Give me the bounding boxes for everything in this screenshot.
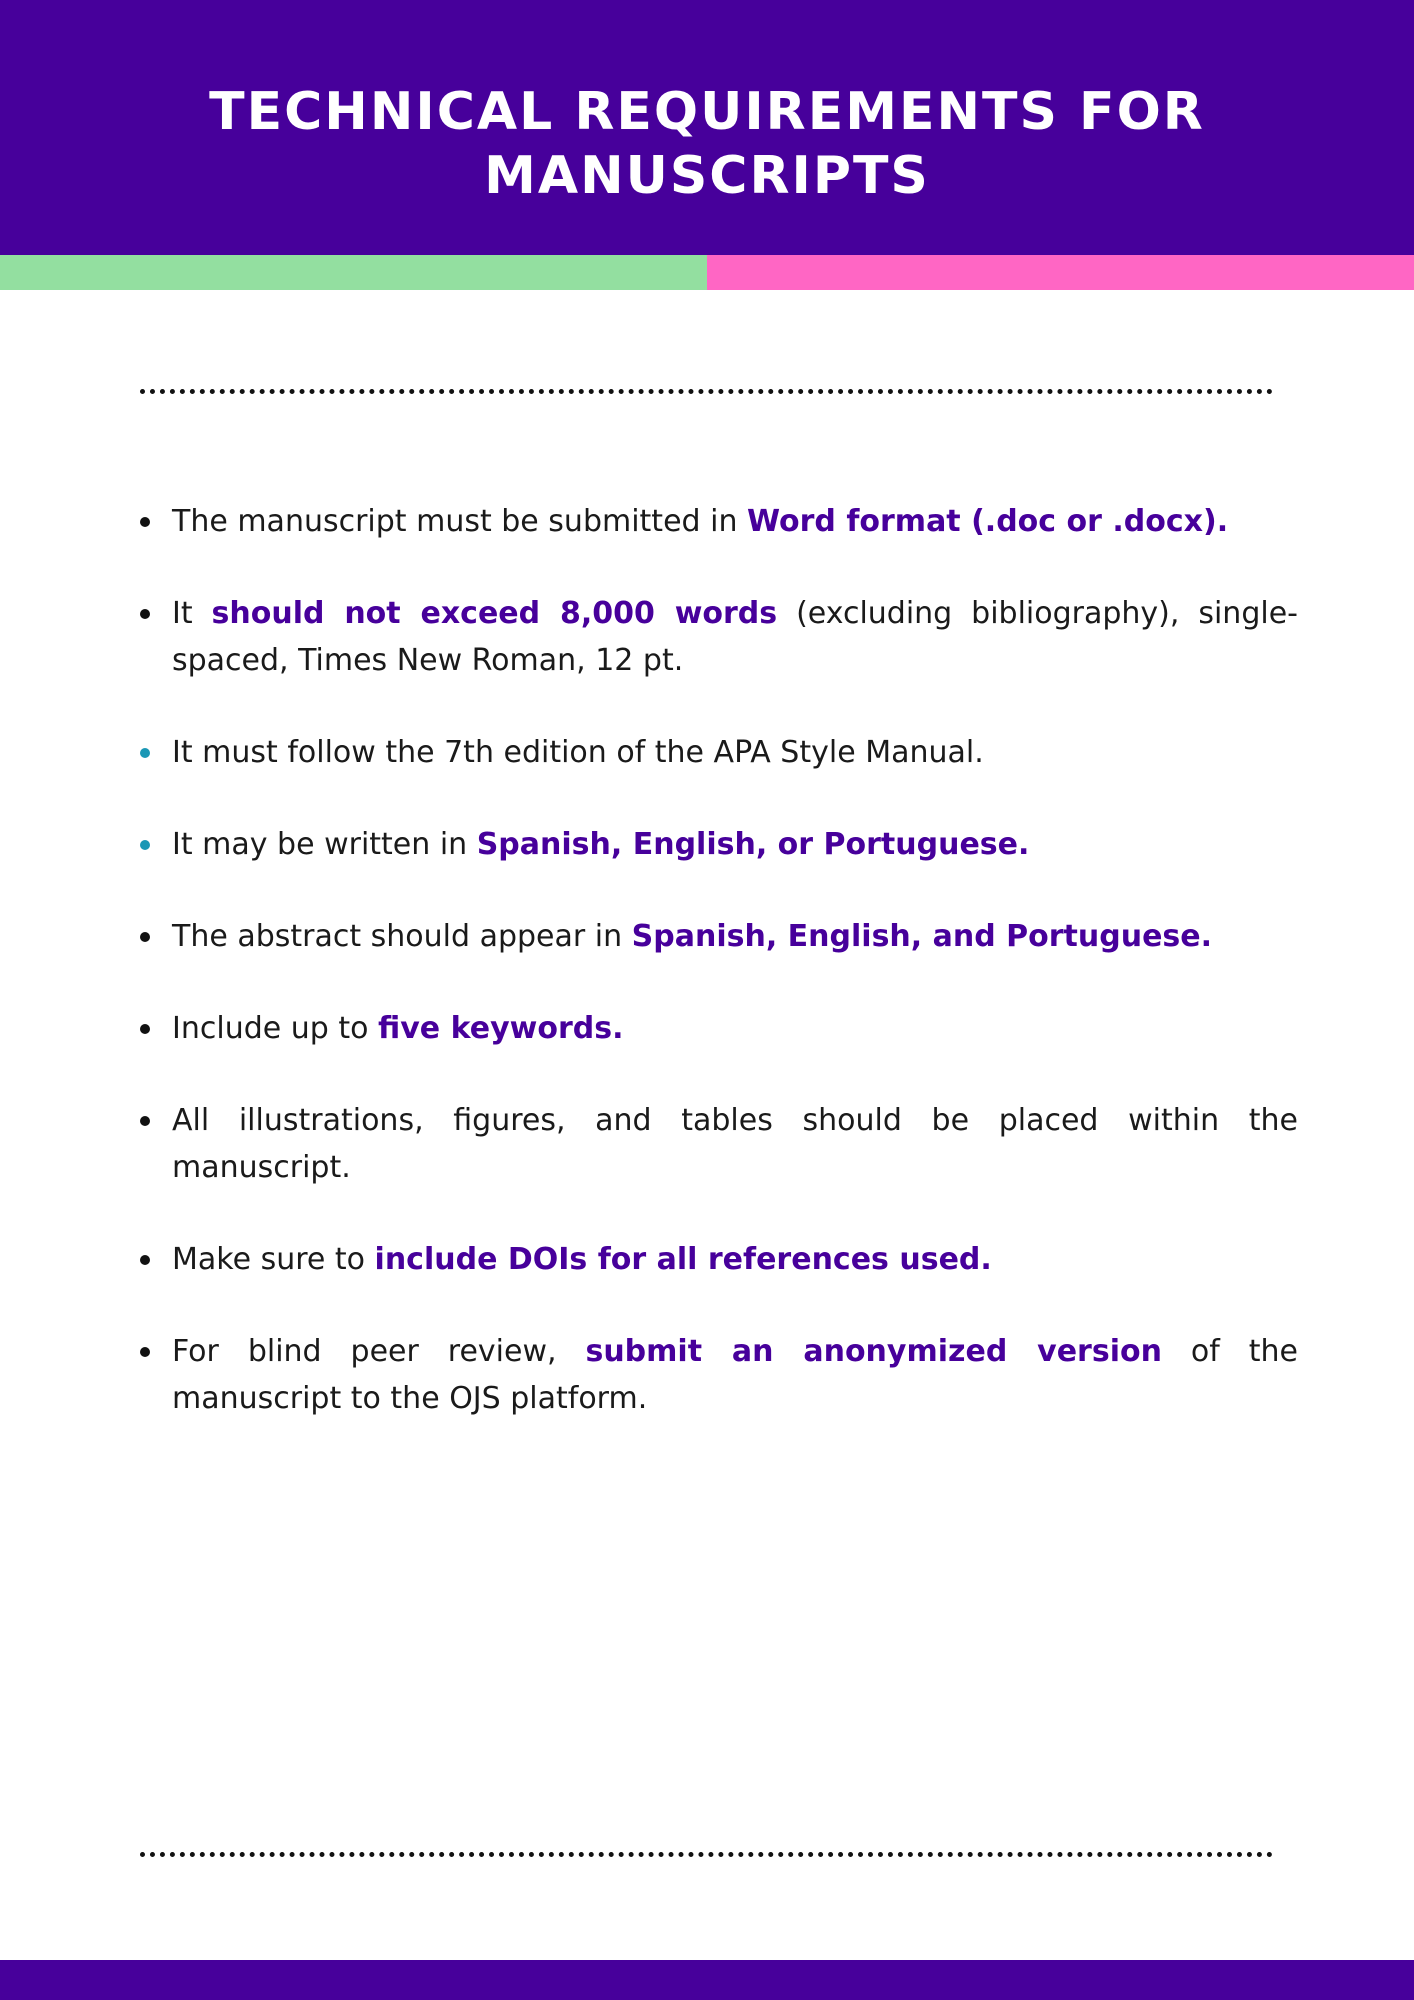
page-title-line1: TECHNICAL REQUIREMENTS FOR [209, 82, 1205, 142]
item-highlight: should not exceed 8,000 words [211, 596, 778, 631]
item-text: For blind peer review, [172, 1334, 586, 1369]
page-title [0, 80, 1414, 208]
page-title-line2: MANUSCRIPTS [484, 146, 930, 206]
list-item [140, 821, 1298, 868]
item-highlight: include DOIs for all references used. [374, 1242, 992, 1277]
requirements-list [140, 498, 1298, 1467]
accent-stripe-green [0, 255, 707, 290]
list-item [140, 1005, 1298, 1052]
accent-stripe-pink [707, 255, 1414, 290]
bullet-icon [140, 517, 150, 527]
item-text: Include up to [172, 1011, 378, 1046]
bullet-icon [140, 1255, 150, 1265]
bullet-icon [140, 840, 150, 850]
item-text: It [172, 596, 212, 631]
item-highlight: five keywords. [378, 1011, 624, 1046]
dotted-divider-top [140, 389, 1273, 394]
item-highlight: Spanish, English, or Portuguese. [476, 827, 1030, 862]
header-banner [0, 0, 1414, 255]
list-item [140, 729, 1298, 776]
item-highlight: Spanish, English, and Portuguese. [631, 919, 1213, 954]
list-item [140, 1097, 1298, 1191]
list-item [140, 1328, 1298, 1422]
item-text: The abstract should appear in [172, 919, 632, 954]
item-text: It must follow the 7th edition of the APA Style Manual. [172, 735, 984, 770]
item-highlight: Word format (.doc or .docx). [747, 504, 1229, 539]
dotted-divider-bottom [140, 1852, 1273, 1857]
footer-bar [0, 1960, 1414, 2000]
list-item [140, 590, 1298, 684]
item-text: The manuscript must be submitted in [172, 504, 747, 539]
list-item [140, 1236, 1298, 1283]
item-text: All illustrations, figures, and tables should be placed within the manuscript. [172, 1103, 1298, 1185]
bullet-icon [140, 609, 150, 619]
bullet-icon [140, 1116, 150, 1126]
item-highlight: submit an anonymized version [585, 1334, 1162, 1369]
item-text: Make sure to [172, 1242, 375, 1277]
bullet-icon [140, 932, 150, 942]
bullet-icon [140, 1347, 150, 1357]
list-item [140, 913, 1298, 960]
item-text-after: of the manuscript to the OJS platform. [172, 1334, 1298, 1416]
item-text-after: (excluding bibliography), single-spaced, Times New Roman, 12 pt. [172, 596, 1298, 678]
bullet-icon [140, 1024, 150, 1034]
list-item [140, 498, 1298, 545]
bullet-icon [140, 748, 150, 758]
item-text: It may be written in [172, 827, 477, 862]
